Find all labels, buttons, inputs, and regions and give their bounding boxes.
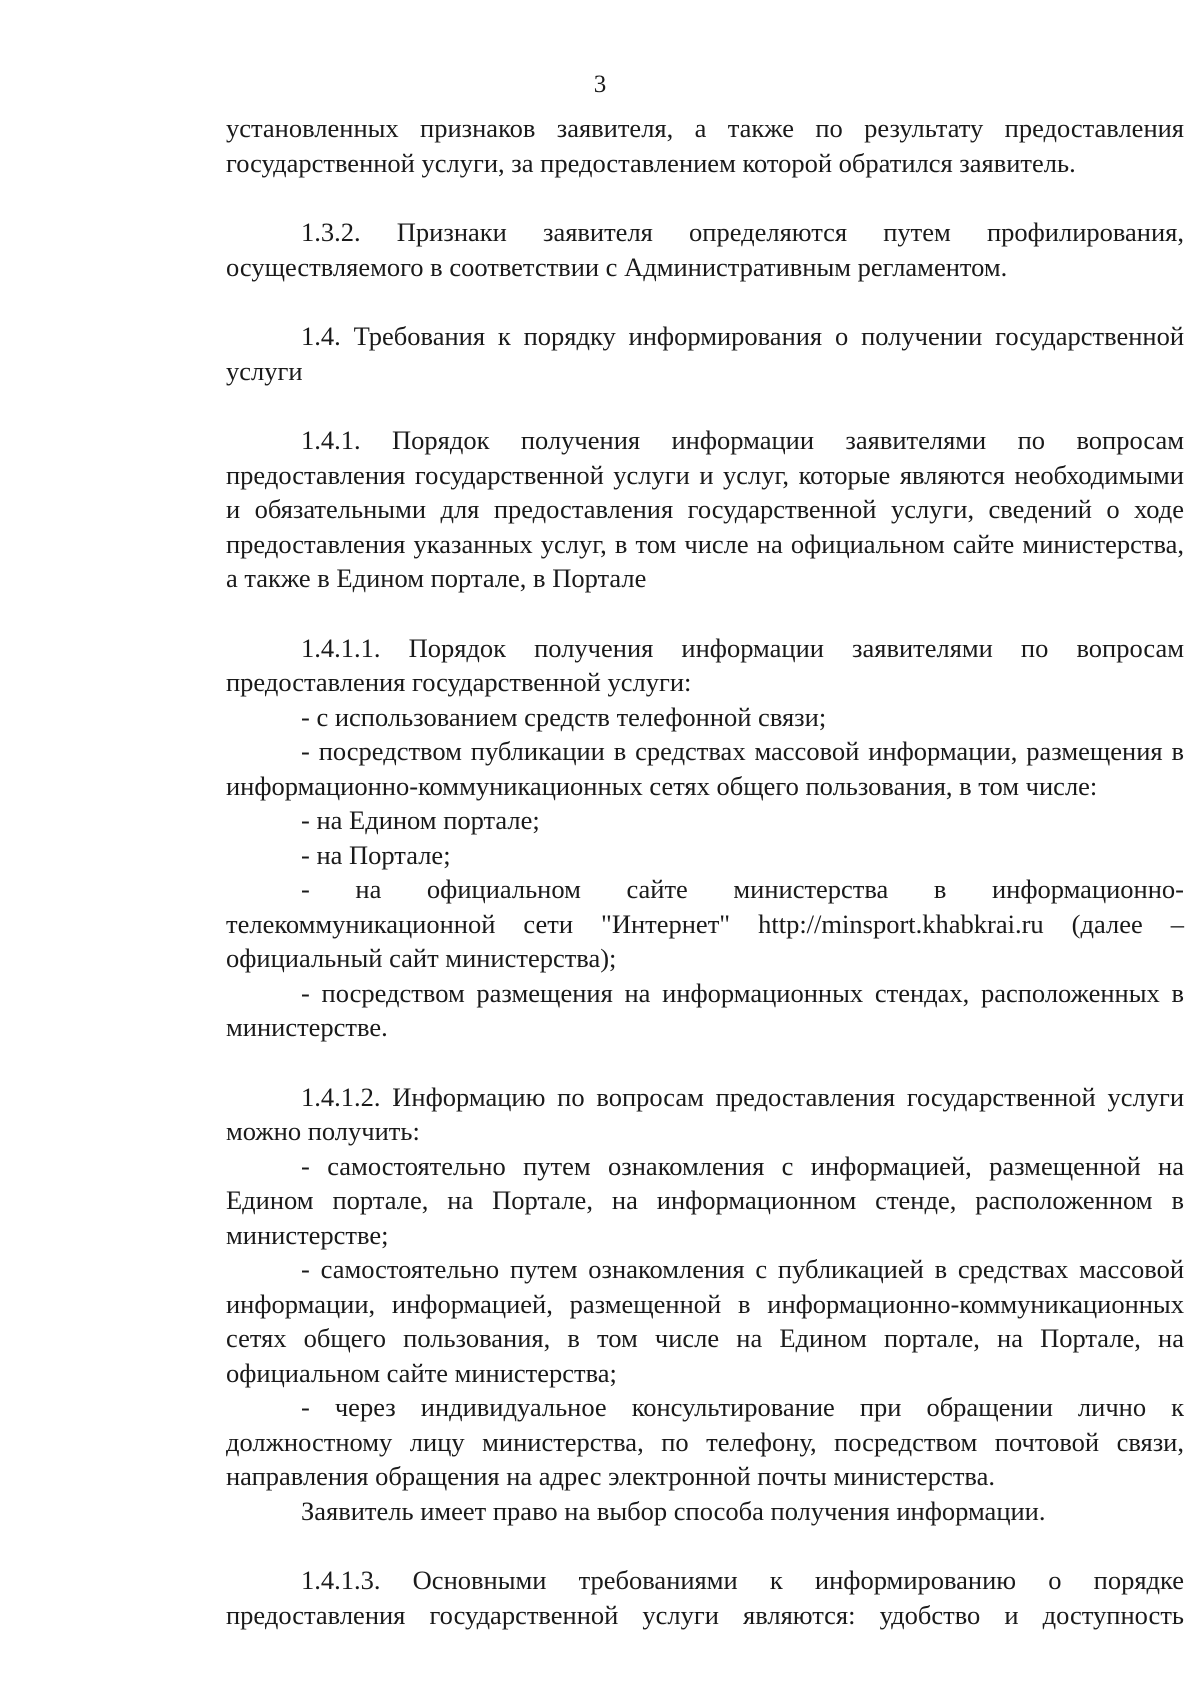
paragraph-1-4-heading: 1.4. Требования к порядку информирования о получении государственной услуги — [226, 321, 1184, 386]
list-item: - посредством публикации в средствах массовой информации, размещения в информационно-коммуникационных сетях общего пользования, в том числе: — [226, 736, 1184, 801]
list-item: - посредством размещения на информационных стендах, расположенных в министерстве. — [226, 977, 1184, 1042]
paragraph-1-4-1-1: 1.4.1.1. Порядок получения информации заявителями по вопросам предоставления государственной услуги: — [226, 632, 1184, 697]
paragraph-applicant-right: Заявитель имеет право на выбор способа получения информации. — [301, 1495, 1046, 1526]
document-body — [226, 111, 1184, 1632]
paragraph-1-3-2: 1.3.2. Признаки заявителя определяются путем профилирования, осуществляемого в соответствии с Административным регламентом. — [226, 217, 1184, 282]
list-item: - самостоятельно путем ознакомления с информацией, размещенной на Едином портале, на Портале, на информационном стенде, расположенном в министерстве; — [226, 1150, 1184, 1250]
paragraph-continuation: установленных признаков заявителя, а также по результату предоставления государственной услуги, за предоставлением которой обратился заявитель. — [226, 113, 1184, 178]
list-item: - через индивидуальное консультирование при обращении лично к должностному лицу министерства, по телефону, посредством почтовой связи, направления обращения на адрес электронной почты министерства. — [226, 1392, 1184, 1491]
list-item: - с использованием средств телефонной связи; — [301, 701, 827, 732]
list-item: - на официальном сайте министерства в информационно-телекоммуникационной сети "Интернет" http://minsport.khabkrai.ru (далее – официальный сайт министерства); — [226, 874, 1184, 973]
page-number: 3 — [593, 71, 607, 98]
list-item: - на Едином портале; — [301, 805, 540, 835]
list-item: - самостоятельно путем ознакомления с публикацией в средствах массовой информации, информацией, размещенной в информационно-коммуникационных сетях общего пользования, в том числе на Едином портале, на Портале, на официальном сайте министерства; — [226, 1254, 1184, 1388]
paragraph-1-4-1-3: 1.4.1.3. Основными требованиями к информированию о порядке предоставления государственной услуги являются: удобство и доступность — [226, 1565, 1184, 1630]
list-item: - на Портале; — [301, 839, 451, 870]
paragraph-1-4-1-2: 1.4.1.2. Информацию по вопросам предоставления государственной услуги можно получить: — [226, 1081, 1184, 1146]
paragraph-1-4-1: 1.4.1. Порядок получения информации заявителями по вопросам предоставления государственной услуги и услуг, которые являются необходимыми и обязательными для предоставления государственной услуги, сведений о ходе предоставления указанных услуг, в том числе на официальном сайте министерства, а также в Едином портале, в Портале — [226, 425, 1184, 593]
